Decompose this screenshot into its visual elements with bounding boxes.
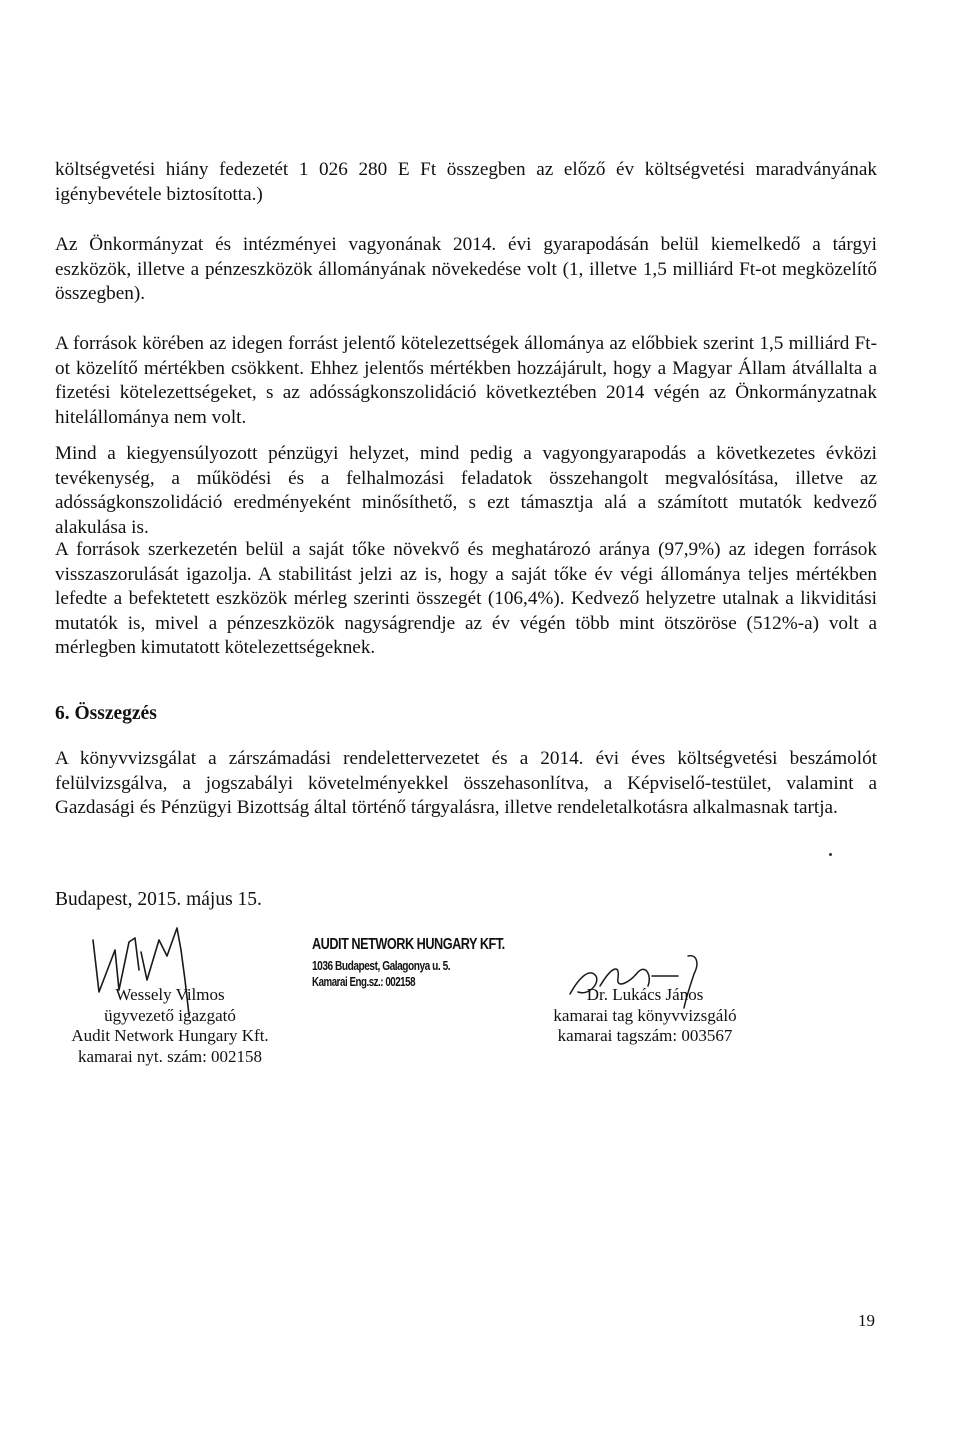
signatory-right <box>525 985 765 1047</box>
paragraph-asset-growth: Az Önkormányzat és intézményei vagyonának 2014. évi gyarapodásán belül kiemelkedő a tárgyi eszközök, illetve a pénzeszközök állományának növekedése volt (1, illetve 1,5 milliárd Ft-ot megközelítő összegben). <box>55 234 877 305</box>
company-stamp <box>312 936 505 989</box>
page-number: 19 <box>858 1311 875 1330</box>
signatory-right-title: kamarai tag könyvvizsgáló <box>553 1005 737 1025</box>
stamp-address: 1036 Budapest, Galagonya u. 5. <box>312 958 451 973</box>
paragraph-deficit-coverage: költségvetési hiány fedezetét 1 026 280 E Ft összegben az előző év költségvetési maradványának igénybevétele biztosította.) <box>55 159 877 205</box>
signatory-left-title: ügyvezető igazgató <box>104 1005 236 1025</box>
stamp-company-name: AUDIT NETWORK HUNGARY KFT. <box>312 936 505 953</box>
signatory-left <box>50 985 290 1067</box>
place-and-date: Budapest, 2015. május 15. <box>55 889 262 910</box>
stray-mark <box>829 853 832 856</box>
stamp-registration: Kamarai Eng.sz.: 002158 <box>312 975 416 989</box>
signatory-left-registration: kamarai nyt. szám: 002158 <box>77 1046 263 1066</box>
signatory-right-name: Dr. Lukács János <box>586 985 704 1004</box>
signatory-left-company: Audit Network Hungary Kft. <box>71 1026 269 1045</box>
signatory-left-name: Wessely Vilmos <box>115 985 225 1004</box>
paragraph-financial-situation: Mind a kiegyensúlyozott pénzügyi helyzet, mind pedig a vagyongyarapodás a következetes évközi tevékenység, a működési és a felhalmozási feladatok összehangolt megvalósítása, illetve az adósságkonszolidáció eredményeként minősíthető, s ezt támasztja alá a számított mutatók kedvező alakulása is. <box>55 443 877 538</box>
section-heading: 6. Összegzés <box>55 703 157 724</box>
paragraph-equity-structure: A források szerkezetén belül a saját tőke növekvő és meghatározó aránya (97,9%) az idegen források visszaszorulását igazolja. A stabilitást jelzi az is, hogy a saját tőke év végi állománya teljes mértékben lefedte a befektetett eszközök mérleg szerinti összegét (106,4%). Kedvező helyzetre utalnak a likviditási mutatók is, mivel a pénzeszközök nagyságrendje az év végén több mint ötszöröse (512%-a) volt a mérlegben kimutatott kötelezettségeknek. <box>55 539 877 659</box>
signatory-right-registration: kamarai tagszám: 003567 <box>557 1026 733 1045</box>
paragraph-summary: A könyvvizsgálat a zárszámadási rendelettervezetet és a 2014. évi éves költségvetési beszámolót felülvizsgálva, a jogszabályi követelményekkel összehasonlítva, a Képviselő-testület, valamint a Gazdasági és Pénzügyi Bizottság által történő tárgyalásra, illetve rendeletalkotásra alkalmasnak tartja. <box>55 748 877 819</box>
paragraph-liabilities: A források körében az idegen forrást jelentő kötelezettségek állománya az előbbiek szerint 1,5 milliárd Ft-ot közelítő mértékben csökkent. Ehhez jelentős mértékben hozzájárult, hogy a Magyar Állam átvállalta a fizetési kötelezettségeket, s az adósságkonszolidáció következtében 2014 végén az Önkormányzatnak hitelállománya nem volt. <box>55 333 877 428</box>
